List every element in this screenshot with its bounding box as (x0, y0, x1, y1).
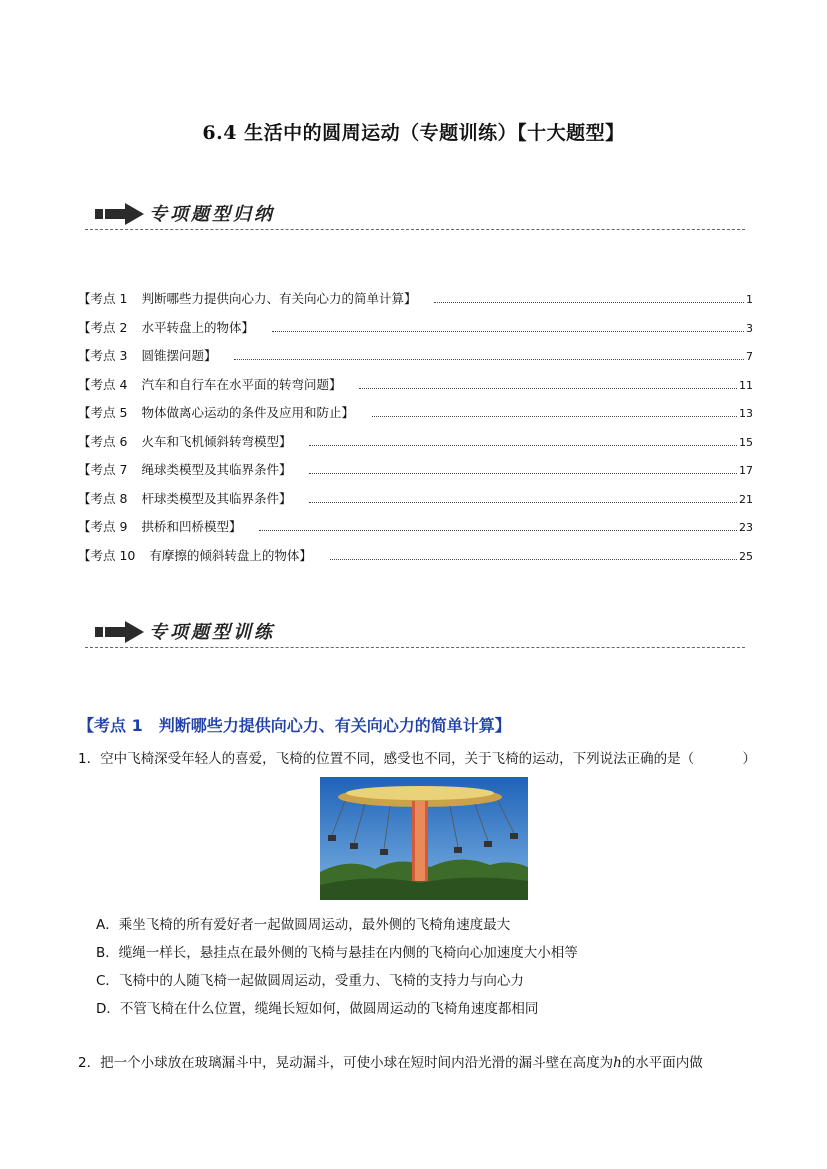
toc-page: 21 (739, 492, 753, 506)
toc-label: 拱桥和凹桥模型】 (141, 519, 242, 534)
toc-number: 【考点 10 (78, 547, 136, 563)
banner-title: 专项题型归纳 (149, 204, 275, 225)
toc-number: 【考点 3 (78, 348, 128, 363)
toc-label: 绳球类模型及其临界条件】 (141, 462, 292, 477)
toc-entry[interactable] (78, 517, 753, 546)
answer-paren: ） (742, 751, 756, 767)
banner-title: 专项题型训练 (149, 622, 275, 643)
toc-page: 11 (739, 378, 753, 392)
toc-entry[interactable] (78, 460, 753, 489)
toc-entry[interactable] (78, 489, 753, 518)
toc-entry[interactable] (78, 318, 753, 347)
toc-number: 【考点 9 (78, 519, 128, 534)
toc-page: 3 (746, 321, 753, 335)
toc-page: 17 (739, 464, 753, 477)
arrow-icon (95, 620, 145, 644)
question-text: 1．空中飞椅深受年轻人的喜爱，飞椅的位置不同，感受也不同，关于飞椅的运动，下列说法正确的是（ (78, 751, 695, 767)
section-heading (78, 713, 511, 736)
question-text: 2．把一个小球放在玻璃漏斗中，晃动漏斗，可使小球在短时间内沿光滑的漏斗壁在高度为 (78, 1055, 614, 1071)
question-stem (78, 1053, 703, 1073)
table-of-contents (78, 289, 753, 574)
question-stem (78, 749, 756, 769)
toc-number: 【考点 4 (78, 376, 128, 392)
toc-entry[interactable] (78, 403, 753, 432)
section-banner-training (85, 618, 745, 652)
toc-page: 1 (746, 293, 753, 306)
toc-label: 水平转盘上的物体】 (141, 319, 254, 335)
toc-label: 圆锥摆问题】 (141, 348, 217, 363)
toc-label: 物体做离心运动的条件及应用和防止】 (141, 405, 354, 420)
toc-number: 【考点 7 (78, 462, 128, 477)
toc-page: 13 (739, 407, 753, 420)
arrow-icon (95, 202, 145, 226)
toc-page: 7 (746, 350, 753, 363)
toc-entry[interactable] (78, 289, 753, 318)
divider (85, 229, 745, 230)
option-a[interactable]: A．乘坐飞椅的所有爱好者一起做圆周运动，最外侧的飞椅角速度最大 (96, 917, 511, 933)
toc-entry[interactable] (78, 375, 753, 404)
toc-number: 【考点 5 (78, 405, 128, 420)
toc-label: 有摩擦的倾斜转盘上的物体】 (149, 547, 312, 563)
toc-number: 【考点 8 (78, 490, 128, 506)
option-c[interactable]: C．飞椅中的人随飞椅一起做圆周运动，受重力、飞椅的支持力与向心力 (96, 973, 524, 989)
option-b[interactable]: B．缆绳一样长，悬挂点在最外侧的飞椅与悬挂在内侧的飞椅向心加速度大小相等 (96, 945, 578, 961)
toc-number: 【考点 2 (78, 319, 128, 335)
option-d[interactable]: D．不管飞椅在什么位置，缆绳长短如何，做圆周运动的飞椅角速度都相同 (96, 1001, 539, 1017)
toc-label: 判断哪些力提供向心力、有关向心力的简单计算】 (141, 291, 417, 306)
section-banner-summary (85, 200, 745, 234)
divider (85, 647, 745, 648)
toc-page: 15 (739, 435, 753, 449)
section-label: 判断哪些力提供向心力、有关向心力的简单计算】 (158, 716, 511, 735)
section-number: 【考点 1 (78, 716, 143, 735)
toc-label: 杆球类模型及其临界条件】 (141, 490, 292, 506)
toc-entry[interactable] (78, 546, 753, 575)
swing-ride-photo (320, 777, 528, 900)
toc-page: 23 (739, 521, 753, 534)
toc-entry[interactable] (78, 432, 753, 461)
toc-entry[interactable] (78, 346, 753, 375)
toc-number: 【考点 6 (78, 433, 128, 449)
toc-label: 火车和飞机倾斜转弯模型】 (141, 433, 292, 449)
variable-h: h (613, 1055, 622, 1071)
toc-label: 汽车和自行车在水平面的转弯问题】 (141, 376, 342, 392)
toc-number: 【考点 1 (78, 291, 128, 306)
toc-page: 25 (739, 549, 753, 563)
page-title: 6.4 生活中的圆周运动（专题训练）【十大题型】 (202, 122, 625, 144)
question-text: 的水平面内做 (621, 1055, 703, 1071)
